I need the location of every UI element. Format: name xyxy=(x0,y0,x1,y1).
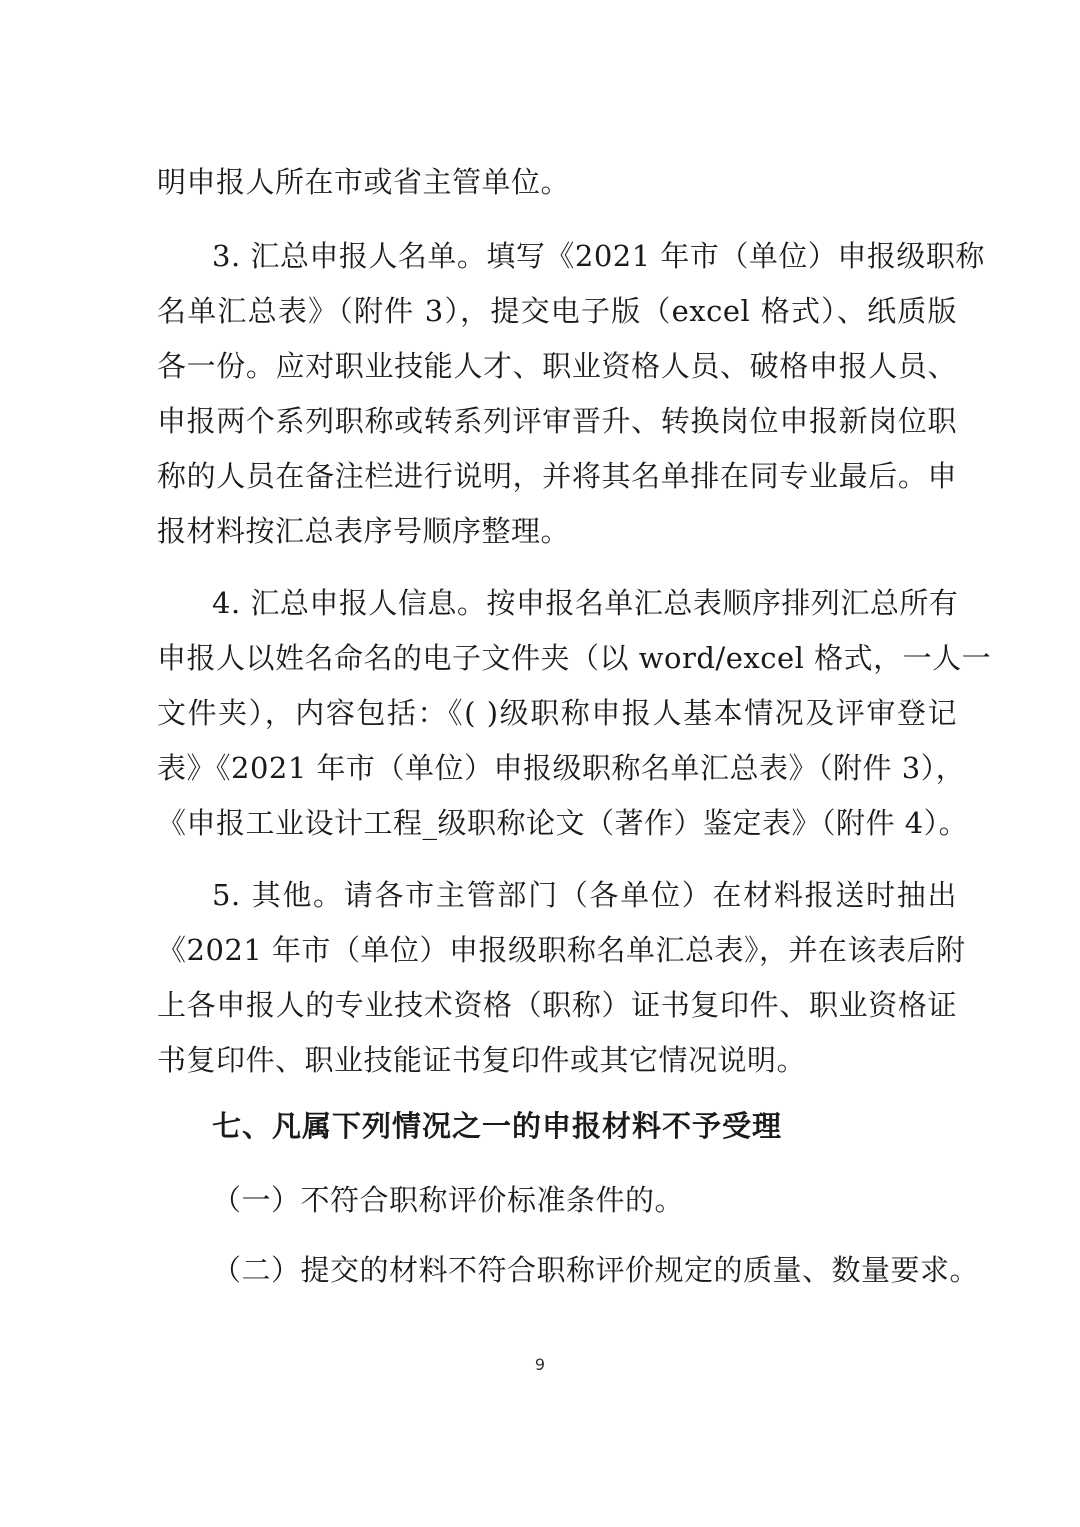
list-item: （一）不符合职称评价标准条件的。 xyxy=(212,1183,685,1217)
paragraph-line: 4. 汇总申报人信息。按申报名单汇总表顺序排列汇总所有 xyxy=(212,586,959,620)
paragraph-line: 明申报人所在市或省主管单位。 xyxy=(157,165,571,199)
paragraph-line: 书复印件、职业技能证书复印件或其它情况说明。 xyxy=(157,1043,807,1077)
paragraph-line: 报材料按汇总表序号顺序整理。 xyxy=(157,514,571,548)
paragraph-line: 3. 汇总申报人名单。填写《2021 年市（单位）申报级职称 xyxy=(212,239,985,273)
paragraph-line: 《2021 年市（单位）申报级职称名单汇总表》，并在该表后附 xyxy=(157,933,966,967)
paragraph-line: 名单汇总表》（附件 3），提交电子版（excel 格式）、纸质版 xyxy=(157,294,957,328)
paragraph-line: 申报人以姓名命名的电子文件夹（以 word/excel 格式，一人一 xyxy=(157,641,992,675)
paragraph-line: 《申报工业设计工程_级职称论文（著作）鉴定表》（附件 4）。 xyxy=(157,806,969,840)
section-heading: 七、凡属下列情况之一的申报材料不予受理 xyxy=(212,1109,783,1143)
paragraph-line: 文件夹），内容包括：《( )级职称申报人基本情况及评审登记 xyxy=(157,696,957,730)
paragraph-line: 上各申报人的专业技术资格（职称）证书复印件、职业资格证 xyxy=(157,988,957,1022)
paragraph-line: 称的人员在备注栏进行说明，并将其名单排在同专业最后。申 xyxy=(157,459,957,493)
list-item: （二）提交的材料不符合职称评价规定的质量、数量要求。 xyxy=(212,1253,980,1287)
page-number: 9 xyxy=(534,1355,546,1374)
paragraph-line: 表》《2021 年市（单位）申报级职称名单汇总表》（附件 3）， xyxy=(157,751,966,785)
paragraph-line: 5. 其他。请各市主管部门（各单位）在材料报送时抽出 xyxy=(212,878,957,912)
paragraph-line: 申报两个系列职称或转系列评审晋升、转换岗位申报新岗位职 xyxy=(157,404,957,438)
paragraph-line: 各一份。应对职业技能人才、职业资格人员、破格申报人员、 xyxy=(157,349,957,383)
